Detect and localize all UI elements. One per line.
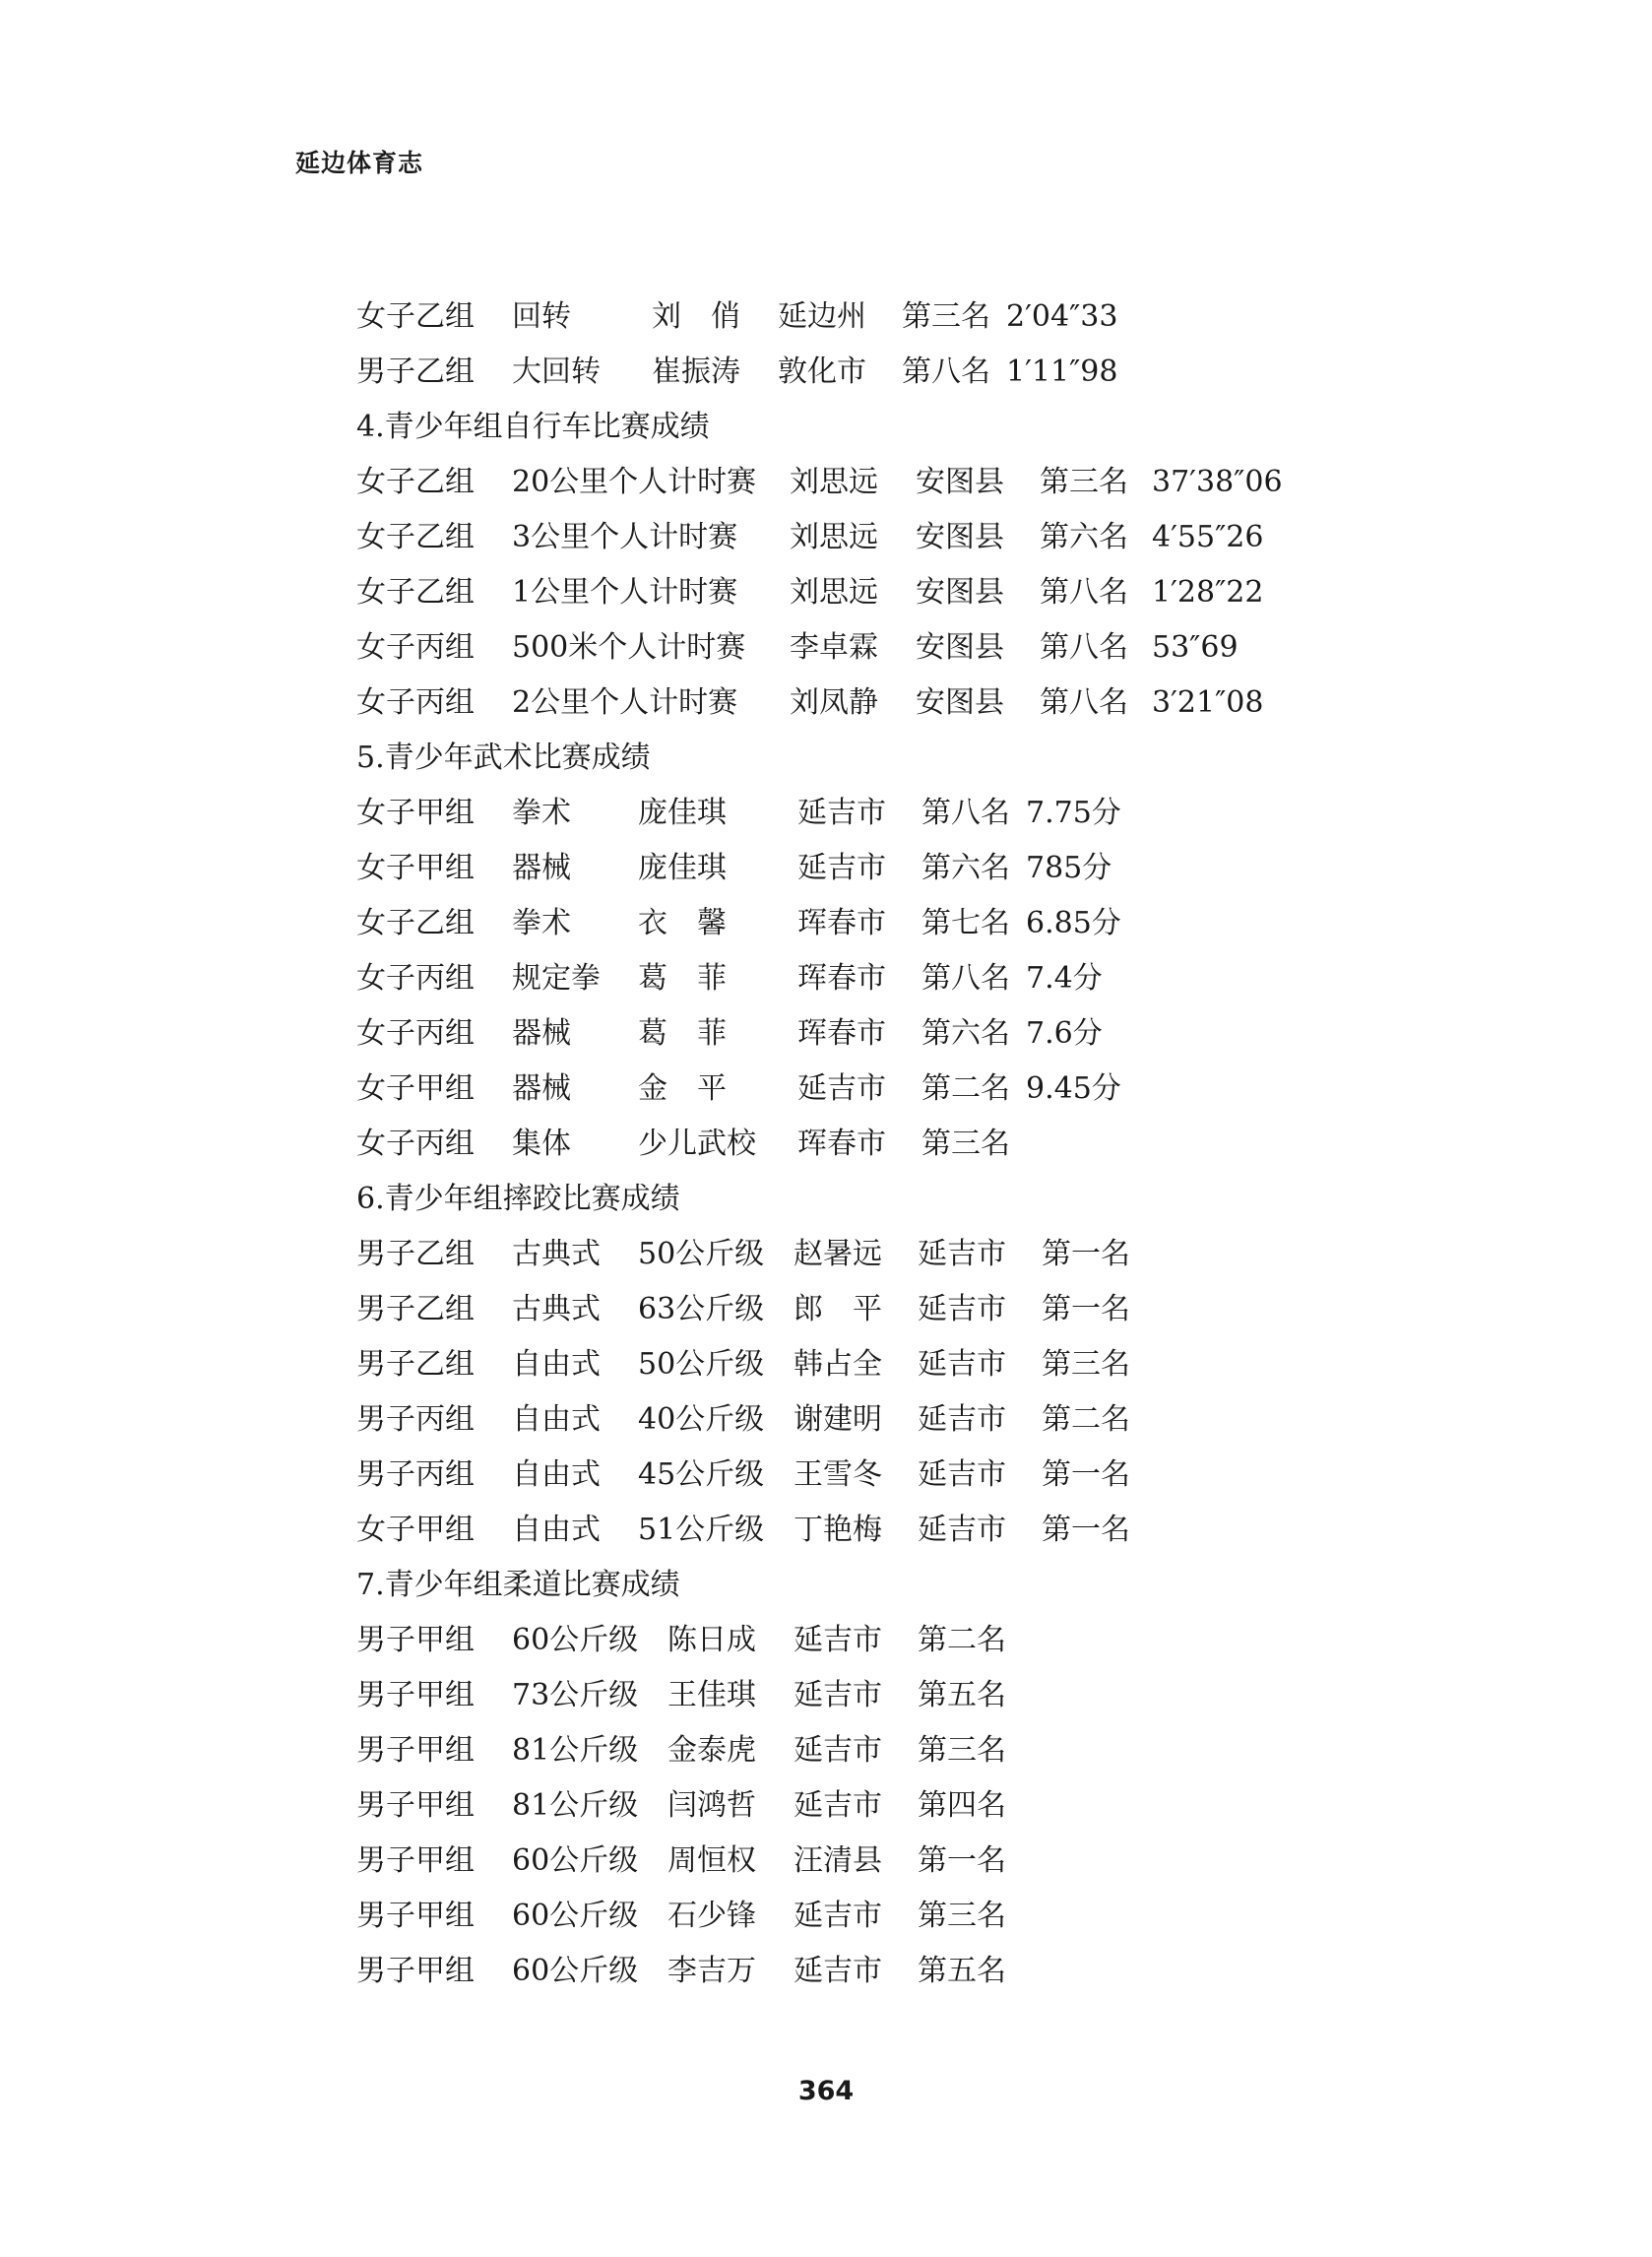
result-cell: 785分 [1026,851,1112,885]
result-cell: 女子丙组 [356,685,475,720]
result-cell: 延边州 [778,299,866,334]
result-cell: 男子甲组 [356,1788,475,1823]
result-cell: 延吉市 [918,1402,1006,1437]
result-cell: 延吉市 [918,1237,1006,1271]
result-cell: 回转 [512,299,571,334]
result-cell: 自由式 [512,1347,601,1382]
result-cell: 金泰虎 [667,1733,756,1768]
result-row [356,786,1439,841]
result-row [356,620,1439,676]
result-cell: 安图县 [916,685,1004,720]
result-cell: 丁艳梅 [794,1513,882,1547]
result-cell: 女子丙组 [356,1016,475,1051]
result-cell: 7.6分 [1026,1016,1103,1051]
result-cell: 拳术 [512,796,571,830]
result-row [356,896,1439,951]
result-row [356,676,1439,731]
result-cell: 女子甲组 [356,1071,475,1106]
result-cell: 男子乙组 [356,1347,475,1382]
result-row [356,1006,1439,1062]
result-cell: 集体 [512,1127,571,1161]
result-cell: 第三名 [1040,465,1128,499]
result-cell: 安图县 [916,630,1004,665]
result-cell: 2公里个人计时赛 [512,685,738,720]
result-cell: 37′38″06 [1152,465,1283,499]
result-row [356,1282,1439,1337]
result-cell: 男子丙组 [356,1457,475,1492]
result-cell: 葛 菲 [638,961,727,996]
result-cell: 男子乙组 [356,1292,475,1326]
result-cell: 延吉市 [794,1623,882,1657]
result-cell: 延吉市 [797,796,886,830]
result-cell: 第八名 [921,961,1010,996]
result-row [356,1944,1439,1999]
result-cell: 第五名 [918,1954,1006,1988]
result-cell: 男子乙组 [356,1237,475,1271]
result-row [356,290,1439,345]
result-cell: 2′04″33 [1006,299,1118,334]
result-cell: 郎 平 [794,1292,882,1326]
result-cell: 男子甲组 [356,1623,475,1657]
result-cell: 珲春市 [797,961,886,996]
result-row [356,510,1439,565]
result-row [356,1668,1439,1723]
result-cell: 53″69 [1152,630,1239,665]
result-cell: 60公斤级 [512,1623,639,1657]
result-cell: 刘 俏 [652,299,740,334]
result-cell: 40公斤级 [638,1402,765,1437]
result-cell: 延吉市 [794,1899,882,1933]
result-cell: 谢建明 [794,1402,882,1437]
result-cell: 3公里个人计时赛 [512,520,738,554]
result-cell: 女子乙组 [356,575,475,610]
section-heading-text: 7.青少年组柔道比赛成绩 [356,1568,680,1602]
result-row [356,1227,1439,1282]
result-cell: 刘凤静 [790,685,878,720]
result-cell: 汪清县 [794,1843,882,1878]
result-cell: 安图县 [916,575,1004,610]
result-cell: 延吉市 [794,1954,882,1988]
result-cell: 第六名 [921,851,1010,885]
result-row [356,1889,1439,1944]
result-cell: 李卓霖 [790,630,878,665]
result-cell: 51公斤级 [638,1513,765,1547]
result-cell: 第一名 [918,1843,1006,1878]
result-cell: 女子甲组 [356,851,475,885]
result-cell: 第八名 [1040,630,1128,665]
section-heading-text: 6.青少年组摔跤比赛成绩 [356,1182,680,1216]
result-cell: 4′55″26 [1152,520,1264,554]
result-cell: 50公斤级 [638,1237,765,1271]
result-cell: 63公斤级 [638,1292,765,1326]
result-cell: 刘思远 [790,465,878,499]
result-cell: 500米个人计时赛 [512,630,746,665]
section-heading-text: 4.青少年组自行车比赛成绩 [356,410,710,444]
section-heading [356,1558,1439,1613]
result-row [356,345,1439,400]
result-cell: 女子乙组 [356,520,475,554]
result-cell: 女子丙组 [356,630,475,665]
result-cell: 第一名 [1042,1457,1130,1492]
result-row [356,1448,1439,1503]
result-cell: 第一名 [1042,1237,1130,1271]
result-cell: 1公里个人计时赛 [512,575,738,610]
result-cell: 女子乙组 [356,299,475,334]
result-cell: 自由式 [512,1513,601,1547]
result-cell: 男子甲组 [356,1678,475,1712]
result-row [356,1062,1439,1117]
result-cell: 自由式 [512,1402,601,1437]
result-cell: 延吉市 [794,1678,882,1712]
result-cell: 81公斤级 [512,1788,639,1823]
result-cell: 女子丙组 [356,961,475,996]
result-cell: 延吉市 [794,1733,882,1768]
result-cell: 第八名 [921,796,1010,830]
result-cell: 7.4分 [1026,961,1103,996]
result-cell: 珲春市 [797,906,886,940]
result-cell: 第八名 [1040,685,1128,720]
result-cell: 古典式 [512,1237,601,1271]
result-cell: 女子乙组 [356,465,475,499]
results-list [356,290,1439,1999]
result-cell: 崔振涛 [652,355,740,389]
result-cell: 20公里个人计时赛 [512,465,757,499]
result-cell: 第二名 [1042,1402,1130,1437]
result-cell: 延吉市 [918,1457,1006,1492]
result-cell: 50公斤级 [638,1347,765,1382]
section-heading [356,731,1439,786]
result-cell: 珲春市 [797,1016,886,1051]
result-cell: 衣 馨 [638,906,727,940]
result-row [356,1778,1439,1834]
result-cell: 闫鸿哲 [667,1788,756,1823]
result-cell: 延吉市 [918,1292,1006,1326]
result-cell: 第一名 [1042,1292,1130,1326]
result-cell: 刘思远 [790,575,878,610]
result-row [356,841,1439,896]
result-cell: 延吉市 [918,1347,1006,1382]
result-cell: 庞佳琪 [638,796,727,830]
result-cell: 古典式 [512,1292,601,1326]
result-cell: 第五名 [918,1678,1006,1712]
result-cell: 刘思远 [790,520,878,554]
result-cell: 女子甲组 [356,1513,475,1547]
section-heading [356,1172,1439,1227]
result-cell: 3′21″08 [1152,685,1264,720]
result-cell: 7.75分 [1026,796,1121,830]
result-cell: 81公斤级 [512,1733,639,1768]
result-cell: 第三名 [1042,1347,1130,1382]
result-cell: 男子乙组 [356,355,475,389]
result-cell: 第六名 [1040,520,1128,554]
result-row [356,1117,1439,1172]
result-cell: 第二名 [921,1071,1010,1106]
result-cell: 拳术 [512,906,571,940]
result-row [356,565,1439,620]
result-cell: 金 平 [638,1071,727,1106]
result-cell: 器械 [512,1016,571,1051]
result-cell: 器械 [512,851,571,885]
result-cell: 安图县 [916,520,1004,554]
result-cell: 男子甲组 [356,1954,475,1988]
result-cell: 女子丙组 [356,1127,475,1161]
result-cell: 敦化市 [778,355,866,389]
result-cell: 大回转 [512,355,601,389]
result-row [356,1392,1439,1448]
section-heading [356,400,1439,455]
result-cell: 周恒权 [667,1843,756,1878]
result-cell: 男子甲组 [356,1733,475,1768]
result-cell: 45公斤级 [638,1457,765,1492]
result-cell: 6.85分 [1026,906,1121,940]
result-cell: 第四名 [918,1788,1006,1823]
result-cell: 男子甲组 [356,1843,475,1878]
result-row [356,951,1439,1006]
result-cell: 男子丙组 [356,1402,475,1437]
result-cell: 60公斤级 [512,1843,639,1878]
result-cell: 第二名 [918,1623,1006,1657]
result-cell: 李吉万 [667,1954,756,1988]
running-header: 延边体育志 [295,149,424,177]
result-cell: 石少锋 [667,1899,756,1933]
result-cell: 延吉市 [794,1788,882,1823]
result-cell: 王雪冬 [794,1457,882,1492]
result-cell: 延吉市 [918,1513,1006,1547]
result-cell: 1′28″22 [1152,575,1264,610]
result-cell: 安图县 [916,465,1004,499]
result-cell: 60公斤级 [512,1954,639,1988]
page-number: 364 [797,2076,855,2106]
result-cell: 延吉市 [797,1071,886,1106]
result-cell: 少儿武校 [638,1127,756,1161]
result-row [356,1503,1439,1558]
result-row [356,1337,1439,1392]
result-cell: 60公斤级 [512,1899,639,1933]
result-cell: 规定拳 [512,961,601,996]
result-cell: 第八名 [902,355,990,389]
result-cell: 葛 菲 [638,1016,727,1051]
result-cell: 器械 [512,1071,571,1106]
result-cell: 1′11″98 [1006,355,1118,389]
result-row [356,1834,1439,1889]
section-heading-text: 5.青少年武术比赛成绩 [356,741,651,775]
result-cell: 男子甲组 [356,1899,475,1933]
result-cell: 延吉市 [797,851,886,885]
result-cell: 第三名 [918,1899,1006,1933]
result-cell: 庞佳琪 [638,851,727,885]
result-row [356,1723,1439,1778]
result-cell: 第一名 [1042,1513,1130,1547]
result-cell: 女子甲组 [356,796,475,830]
result-cell: 陈日成 [667,1623,756,1657]
result-cell: 韩占全 [794,1347,882,1382]
result-cell: 9.45分 [1026,1071,1121,1106]
result-cell: 珲春市 [797,1127,886,1161]
result-cell: 女子乙组 [356,906,475,940]
result-cell: 第三名 [921,1127,1010,1161]
result-cell: 73公斤级 [512,1678,639,1712]
result-cell: 第六名 [921,1016,1010,1051]
result-cell: 第八名 [1040,575,1128,610]
result-cell: 自由式 [512,1457,601,1492]
result-row [356,455,1439,510]
result-cell: 第三名 [918,1733,1006,1768]
result-cell: 第三名 [902,299,990,334]
result-cell: 王佳琪 [667,1678,756,1712]
result-cell: 赵暑远 [794,1237,882,1271]
result-row [356,1613,1439,1668]
result-cell: 第七名 [921,906,1010,940]
